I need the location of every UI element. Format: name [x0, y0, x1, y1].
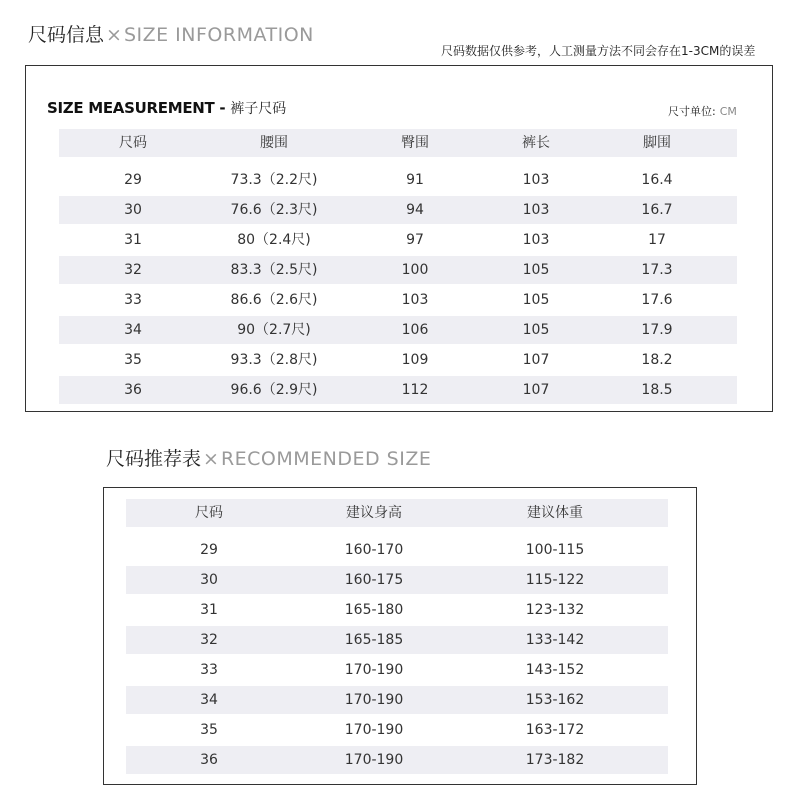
rec-table-row: [126, 536, 668, 564]
size-table-cell: 17.9: [641, 322, 673, 338]
rec-table-cell: 32: [200, 632, 218, 648]
rec-table-cell: 173-182: [525, 752, 585, 768]
size-table-cell: 105: [522, 262, 550, 278]
rec-table-cell: 160-170: [344, 542, 404, 558]
rec-table-cell: 30: [200, 572, 218, 588]
size-table-cell: 29: [124, 172, 142, 188]
rec-table-cell: 143-152: [525, 662, 585, 678]
size-info-title-en: SIZE INFORMATION: [123, 24, 314, 46]
size-table-cell: 16.7: [641, 202, 673, 218]
size-table-cell: 100: [401, 262, 429, 278]
size-table-row: [59, 376, 737, 404]
size-header-cell: 脚围: [643, 135, 671, 151]
rec-header-cell: 尺码: [195, 505, 223, 521]
size-table-cell: 107: [522, 382, 550, 398]
size-table-row: [59, 346, 737, 374]
size-measurement-title: [47, 98, 286, 118]
size-table-row: [59, 226, 737, 254]
size-table-cell: 32: [124, 262, 142, 278]
rec-table-row: [126, 686, 668, 714]
rec-table-row: [126, 566, 668, 594]
size-table-cell: 103: [522, 232, 550, 248]
rec-table-cell: 33: [200, 662, 218, 678]
rec-table-row: [126, 596, 668, 624]
size-table-cell: 33: [124, 292, 142, 308]
rec-header-row: [126, 499, 668, 527]
size-table-row: [59, 256, 737, 284]
size-table-cell: 93.3（2.8尺): [230, 352, 318, 368]
size-table-cell: 107: [522, 352, 550, 368]
size-table-row: [59, 316, 737, 344]
rec-table-cell: 170-190: [344, 662, 404, 678]
size-header-cell: 尺码: [119, 135, 147, 151]
size-table-cell: 106: [401, 322, 429, 338]
size-table-cell: 105: [522, 322, 550, 338]
size-table-cell: 80（2.4尺): [237, 232, 311, 248]
size-table-cell: 17.6: [641, 292, 673, 308]
rec-header-cell: 建议体重: [527, 505, 583, 521]
rec-table-cell: 123-132: [525, 602, 585, 618]
rec-table-cell: 153-162: [525, 692, 585, 708]
size-table-cell: 36: [124, 382, 142, 398]
separator-x-icon: ×: [106, 24, 122, 46]
size-table-cell: 94: [406, 202, 424, 218]
size-header-cell: 腰围: [260, 135, 288, 151]
size-table-row: [59, 196, 737, 224]
rec-table-cell: 31: [200, 602, 218, 618]
rec-table-cell: 100-115: [525, 542, 585, 558]
size-measurement-title-cn: 裤子尺码: [230, 101, 287, 117]
size-table-cell: 34: [124, 322, 142, 338]
size-table-cell: 86.6（2.6尺): [230, 292, 318, 308]
size-table-cell: 30: [124, 202, 142, 218]
recommended-title-cn: 尺码推荐表: [106, 448, 202, 470]
size-header-row: [59, 129, 737, 157]
rec-table-cell: 165-185: [344, 632, 404, 648]
size-table-cell: 103: [522, 172, 550, 188]
rec-table-cell: 170-190: [344, 692, 404, 708]
rec-table-cell: 34: [200, 692, 218, 708]
recommended-heading: [106, 444, 431, 471]
size-table-cell: 31: [124, 232, 142, 248]
size-table-cell: 91: [406, 172, 424, 188]
recommended-title-en: RECOMMENDED SIZE: [220, 448, 432, 470]
separator-x-icon: ×: [203, 448, 219, 470]
rec-table-cell: 36: [200, 752, 218, 768]
size-table-cell: 109: [401, 352, 429, 368]
rec-table-cell: 160-175: [344, 572, 404, 588]
rec-table-cell: 165-180: [344, 602, 404, 618]
rec-table-cell: 35: [200, 722, 218, 738]
rec-table-cell: 170-190: [344, 722, 404, 738]
rec-table-row: [126, 626, 668, 654]
rec-table-row: [126, 746, 668, 774]
size-table-cell: 83.3（2.5尺): [230, 262, 318, 278]
size-table-cell: 73.3（2.2尺): [230, 172, 318, 188]
measurement-disclaimer: 尺码数据仅供参考，人工测量方法不同会存在1-3CM的误差: [441, 44, 756, 58]
rec-table-row: [126, 716, 668, 744]
size-table-cell: 76.6（2.3尺): [230, 202, 318, 218]
size-table-cell: 96.6（2.9尺): [230, 382, 318, 398]
size-table-row: [59, 286, 737, 314]
rec-table-row: [126, 656, 668, 684]
size-table-cell: 103: [522, 202, 550, 218]
size-table-cell: 105: [522, 292, 550, 308]
size-table-cell: 35: [124, 352, 142, 368]
size-table-cell: 103: [401, 292, 429, 308]
size-info-title-cn: 尺码信息: [28, 24, 105, 46]
size-table-row: [59, 166, 737, 194]
unit-label: [668, 103, 737, 119]
rec-table-cell: 115-122: [525, 572, 585, 588]
size-table-cell: 90（2.7尺): [237, 322, 311, 338]
size-table-cell: 18.2: [641, 352, 673, 368]
size-measurement-title-en: SIZE MEASUREMENT: [47, 99, 215, 117]
size-table-cell: 17.3: [641, 262, 673, 278]
size-table-cell: 16.4: [641, 172, 673, 188]
title-dash: -: [214, 99, 231, 117]
rec-table-cell: 163-172: [525, 722, 585, 738]
size-info-heading: [28, 20, 314, 47]
unit-value: CM: [719, 105, 737, 118]
unit-label-text: 尺寸单位:: [668, 105, 716, 118]
size-table-cell: 17: [648, 232, 666, 248]
size-header-cell: 臀围: [401, 135, 429, 151]
rec-header-cell: 建议身高: [346, 505, 402, 521]
rec-table-cell: 170-190: [344, 752, 404, 768]
size-header-cell: 裤长: [522, 135, 550, 151]
rec-table-cell: 133-142: [525, 632, 585, 648]
rec-table-cell: 29: [200, 542, 218, 558]
size-table-cell: 97: [406, 232, 424, 248]
size-table-cell: 18.5: [641, 382, 673, 398]
size-table-cell: 112: [401, 382, 429, 398]
